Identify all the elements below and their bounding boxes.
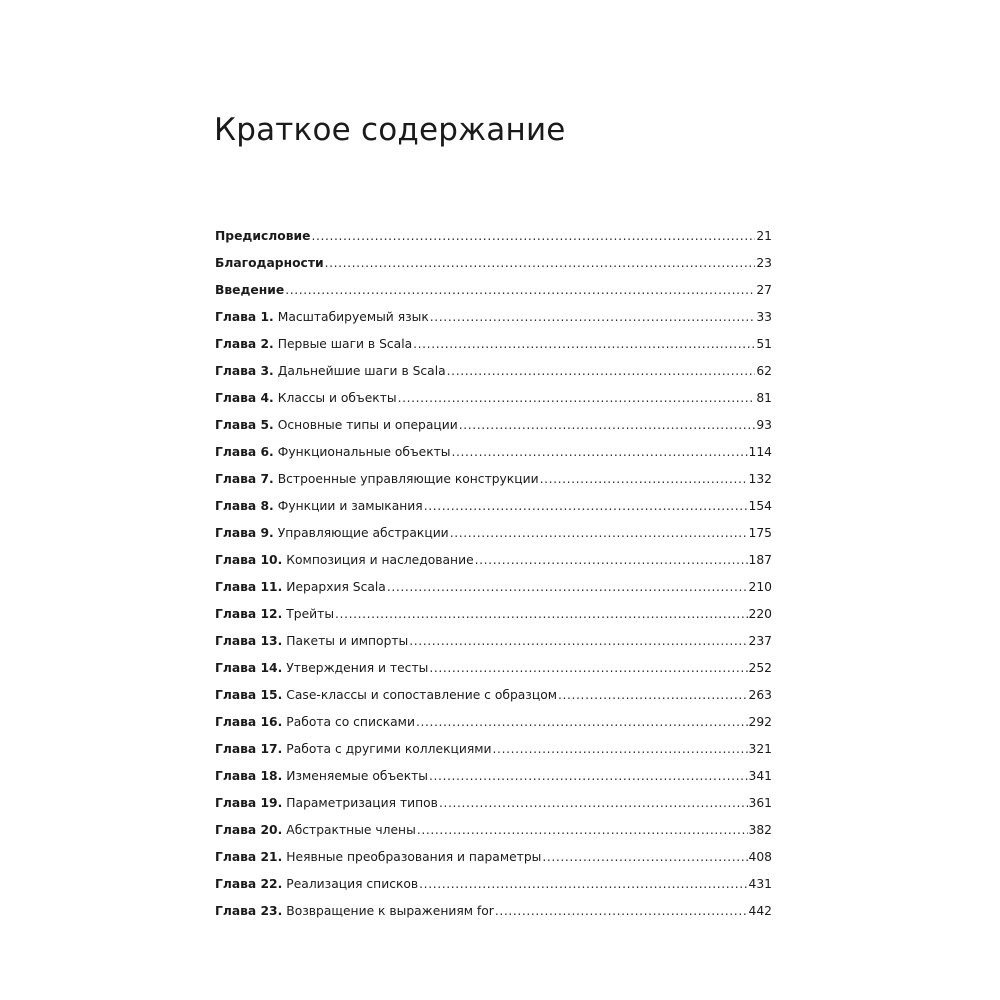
toc-entry-prefix: Глава 12. — [215, 607, 283, 621]
toc-entry-label — [215, 766, 428, 786]
toc-entry-page: 154 — [748, 499, 772, 513]
toc-entry-prefix: Глава 2. — [215, 337, 274, 351]
toc-entry-page: 62 — [756, 364, 772, 378]
toc-entry-label — [215, 307, 429, 327]
toc-entry-text: Case-классы и сопоставление с образцом — [286, 688, 558, 702]
toc-entry-prefix: Глава 4. — [215, 391, 274, 405]
toc-entry-text: Композиция и наследование — [286, 553, 474, 567]
dot-leader — [429, 766, 748, 786]
toc-entry-prefix: Глава 19. — [215, 796, 283, 810]
toc-entry-label — [215, 793, 438, 813]
toc-entry — [215, 820, 772, 847]
toc-entry-prefix: Глава 5. — [215, 418, 274, 432]
toc-entry-text: Функциональные объекты — [277, 445, 451, 459]
toc-entry-page: 341 — [748, 769, 772, 783]
toc-entry-label — [215, 334, 412, 354]
dot-leader — [540, 469, 748, 489]
toc-entry-page: 442 — [748, 904, 772, 918]
toc-entry-prefix: Предисловие — [215, 229, 311, 243]
toc-entry-page: 220 — [748, 607, 772, 621]
page-title: Краткое содержание — [214, 112, 566, 148]
toc-entry-page: 263 — [748, 688, 772, 702]
toc-entry — [215, 415, 772, 442]
toc-entry-text: Утверждения и тесты — [286, 661, 429, 675]
dot-leader — [542, 847, 747, 867]
toc-entry-page: 27 — [756, 283, 772, 297]
toc-entry-text: Управляющие абстракции — [277, 526, 449, 540]
dot-leader — [325, 253, 756, 273]
toc-entry — [215, 874, 772, 901]
toc-entry — [215, 658, 772, 685]
toc-entry-page: 21 — [756, 229, 772, 243]
toc-entry-page: 292 — [748, 715, 772, 729]
toc-entry — [215, 766, 772, 793]
toc-entry-text: Классы и объекты — [277, 391, 397, 405]
dot-leader — [424, 496, 748, 516]
dot-leader — [459, 415, 756, 435]
toc-entry-prefix: Глава 14. — [215, 661, 283, 675]
toc-entry-label — [215, 685, 557, 705]
table-of-contents — [215, 226, 772, 928]
toc-entry-label — [215, 442, 451, 462]
toc-entry-label — [215, 469, 539, 489]
toc-entry-prefix: Глава 13. — [215, 634, 283, 648]
toc-entry-label — [215, 523, 449, 543]
toc-entry — [215, 334, 772, 361]
toc-entry-text: Возвращение к выражениям for — [286, 904, 494, 918]
toc-entry — [215, 388, 772, 415]
toc-entry-text: Трейты — [286, 607, 335, 621]
dot-leader — [387, 577, 748, 597]
toc-entry-prefix: Глава 6. — [215, 445, 274, 459]
dot-leader — [447, 361, 756, 381]
dot-leader — [450, 523, 748, 543]
toc-entry — [215, 307, 772, 334]
toc-entry-page: 408 — [748, 850, 772, 864]
toc-entry-page: 114 — [748, 445, 772, 459]
toc-entry — [215, 496, 772, 523]
toc-entry — [215, 280, 772, 307]
toc-entry — [215, 442, 772, 469]
toc-entry-label — [215, 604, 334, 624]
toc-entry-page: 252 — [748, 661, 772, 675]
dot-leader — [285, 280, 755, 300]
toc-entry-page: 33 — [756, 310, 772, 324]
toc-entry — [215, 253, 772, 280]
dot-leader — [409, 631, 747, 651]
toc-entry-page: 431 — [748, 877, 772, 891]
dot-leader — [429, 658, 747, 678]
toc-entry-page: 93 — [756, 418, 772, 432]
toc-entry-page: 175 — [748, 526, 772, 540]
dot-leader — [413, 334, 755, 354]
toc-entry-label — [215, 658, 428, 678]
toc-entry-prefix: Глава 7. — [215, 472, 274, 486]
toc-entry-page: 321 — [748, 742, 772, 756]
toc-entry-prefix: Глава 21. — [215, 850, 283, 864]
toc-entry-label — [215, 712, 415, 732]
toc-entry-label — [215, 496, 423, 516]
toc-entry-prefix: Глава 15. — [215, 688, 283, 702]
toc-entry-label — [215, 739, 492, 759]
toc-entry-prefix: Глава 23. — [215, 904, 283, 918]
toc-entry-text: Реализация списков — [286, 877, 419, 891]
toc-entry — [215, 712, 772, 739]
toc-entry-label — [215, 874, 418, 894]
toc-entry-prefix: Введение — [215, 283, 285, 297]
toc-entry — [215, 604, 772, 631]
toc-entry-page: 132 — [748, 472, 772, 486]
toc-entry — [215, 523, 772, 550]
toc-entry-text: Параметризация типов — [286, 796, 438, 810]
toc-entry-prefix: Глава 10. — [215, 553, 283, 567]
dot-leader — [311, 226, 755, 246]
toc-entry-prefix: Благодарности — [215, 256, 324, 270]
toc-entry-label — [215, 847, 541, 867]
toc-entry-text: Функции и замыкания — [277, 499, 423, 513]
toc-entry-prefix: Глава 17. — [215, 742, 283, 756]
toc-entry-label — [215, 550, 474, 570]
dot-leader — [493, 739, 748, 759]
toc-entry-text: Пакеты и импорты — [286, 634, 409, 648]
toc-entry-label — [215, 901, 494, 921]
toc-entry-label — [215, 361, 446, 381]
toc-entry-prefix: Глава 11. — [215, 580, 283, 594]
toc-entry — [215, 901, 772, 928]
toc-entry-label — [215, 226, 310, 246]
dot-leader — [416, 712, 748, 732]
toc-entry-prefix: Глава 20. — [215, 823, 283, 837]
toc-entry-page: 361 — [748, 796, 772, 810]
toc-entry-text: Основные типы и операции — [277, 418, 458, 432]
toc-entry-label — [215, 631, 408, 651]
toc-entry — [215, 793, 772, 820]
toc-entry — [215, 361, 772, 388]
dot-leader — [430, 307, 756, 327]
toc-entry-text: Первые шаги в Scala — [277, 337, 413, 351]
dot-leader — [475, 550, 748, 570]
dot-leader — [439, 793, 748, 813]
toc-entry-label — [215, 820, 416, 840]
toc-entry-label — [215, 577, 386, 597]
toc-entry-page: 51 — [756, 337, 772, 351]
toc-entry-page: 81 — [756, 391, 772, 405]
toc-entry — [215, 685, 772, 712]
toc-entry-label — [215, 388, 397, 408]
toc-entry-label — [215, 415, 458, 435]
toc-entry-prefix: Глава 16. — [215, 715, 283, 729]
toc-entry-text: Неявные преобразования и параметры — [286, 850, 542, 864]
toc-entry-text: Абстрактные члены — [286, 823, 416, 837]
dot-leader — [335, 604, 747, 624]
toc-entry-label — [215, 280, 284, 300]
toc-entry-text: Иерархия Scala — [286, 580, 386, 594]
dot-leader — [419, 874, 747, 894]
toc-entry-text: Масштабируемый язык — [277, 310, 429, 324]
toc-entry-prefix: Глава 9. — [215, 526, 274, 540]
toc-entry-page: 210 — [748, 580, 772, 594]
toc-entry-prefix: Глава 8. — [215, 499, 274, 513]
dot-leader — [558, 685, 748, 705]
toc-entry-prefix: Глава 3. — [215, 364, 274, 378]
toc-entry-text: Встроенные управляющие конструкции — [277, 472, 539, 486]
toc-entry — [215, 577, 772, 604]
toc-entry — [215, 226, 772, 253]
toc-entry-label — [215, 253, 324, 273]
toc-entry-prefix: Глава 22. — [215, 877, 283, 891]
toc-entry-page: 23 — [756, 256, 772, 270]
toc-entry — [215, 469, 772, 496]
toc-entry-page: 382 — [748, 823, 772, 837]
toc-entry-page: 237 — [748, 634, 772, 648]
toc-entry-prefix: Глава 1. — [215, 310, 274, 324]
toc-entry-page: 187 — [748, 553, 772, 567]
toc-entry-text: Работа со списками — [286, 715, 415, 729]
toc-entry — [215, 631, 772, 658]
dot-leader — [417, 820, 748, 840]
toc-entry-text: Изменяемые объекты — [286, 769, 428, 783]
toc-entry — [215, 550, 772, 577]
dot-leader — [495, 901, 748, 921]
toc-entry-text: Дальнейшие шаги в Scala — [277, 364, 446, 378]
toc-entry-prefix: Глава 18. — [215, 769, 283, 783]
toc-entry — [215, 739, 772, 766]
dot-leader — [398, 388, 756, 408]
toc-entry-text: Работа с другими коллекциями — [286, 742, 492, 756]
dot-leader — [452, 442, 748, 462]
toc-entry — [215, 847, 772, 874]
